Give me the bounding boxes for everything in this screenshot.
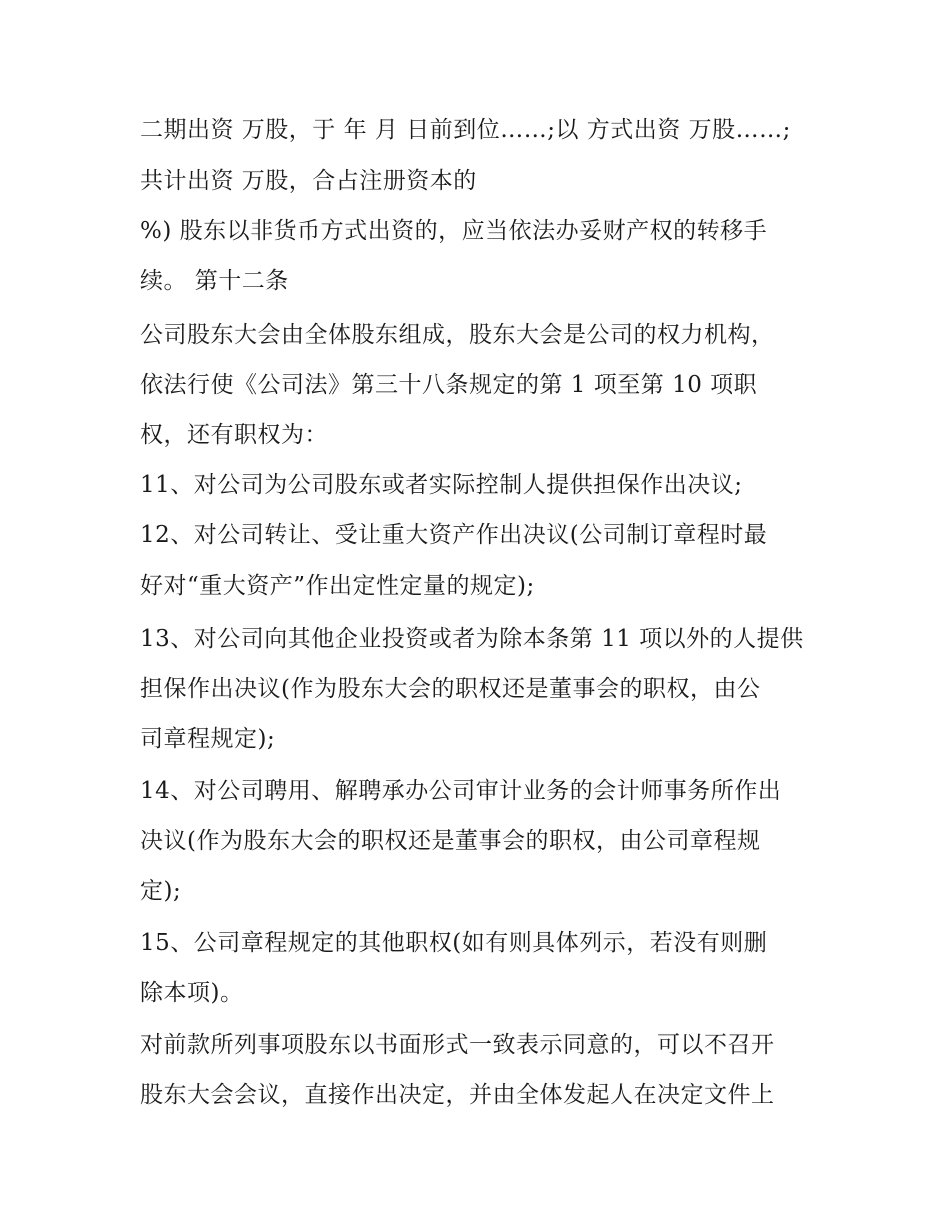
text-line: 15、公司章程规定的其他职权(如有则具体列示，若没有则删: [140, 930, 768, 956]
text-line: 好对“重大资产”作出定性定量的规定);: [140, 573, 535, 599]
text-line: %) 股东以非货币方式出资的，应当依法办妥财产权的转移手: [140, 218, 768, 244]
text-line: 13、对公司向其他企业投资或者为除本条第 11 项以外的人提供: [140, 626, 804, 652]
text-line: 定);: [140, 878, 182, 904]
text-line: 12、对公司转让、受让重大资产作出决议(公司制订章程时最: [140, 522, 768, 548]
text-line: 对前款所列事项股东以书面形式一致表示同意的，可以不召开: [140, 1032, 775, 1058]
text-line: 共计出资 万股，合占注册资本的: [140, 168, 477, 194]
text-line: 续。 第十二条: [140, 268, 289, 294]
text-line: 二期出资 万股，于 年 月 日前到位……;以 方式出资 万股……;: [140, 117, 791, 143]
text-line: 司章程规定);: [140, 726, 276, 752]
text-line: 除本项)。: [140, 980, 244, 1006]
text-line: 担保作出决议(作为股东大会的职权还是董事会的职权，由公: [140, 676, 761, 702]
text-line: 决议(作为股东大会的职权还是董事会的职权，由公司章程规: [140, 828, 761, 854]
text-line: 14、对公司聘用、解聘承办公司审计业务的会计师事务所作出: [140, 778, 782, 804]
text-line: 公司股东大会由全体股东组成，股东大会是公司的权力机构，: [140, 322, 775, 348]
text-line: 11、对公司为公司股东或者实际控制人提供担保作出决议;: [140, 472, 743, 498]
text-line: 股东大会会议，直接作出决定，并由全体发起人在决定文件上: [140, 1082, 775, 1108]
text-line: 依法行使《公司法》第三十八条规定的第 1 项至第 10 项职: [140, 372, 758, 398]
text-line: 权，还有职权为：: [140, 422, 328, 448]
